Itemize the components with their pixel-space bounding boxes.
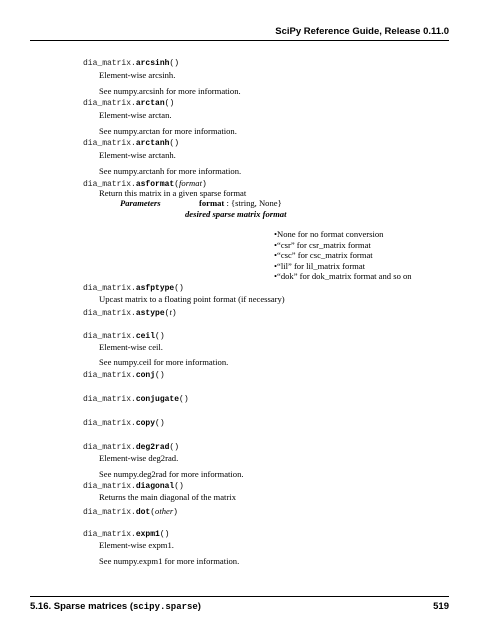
footer-rule: [30, 596, 449, 597]
method-name: copy: [135, 419, 156, 428]
argument: t: [169, 307, 172, 317]
format-option: •None for no format conversion: [274, 229, 384, 239]
close-paren: ): [159, 419, 165, 428]
close-paren: ): [174, 59, 180, 68]
see-also-arctan: See numpy.arctan for more information.: [99, 126, 237, 136]
signature-deg2rad: [83, 443, 179, 453]
method-name: diagonal: [135, 482, 175, 491]
see-also-expm1: See numpy.expm1 for more information.: [99, 556, 240, 566]
signature-dot: [83, 506, 178, 518]
class-name: dia_matrix.: [83, 99, 136, 108]
description-asfptype: Upcast matrix to a floating point format (if necessary): [99, 294, 285, 304]
signature-arcsinh: [83, 59, 179, 69]
signature-arctanh: [83, 139, 179, 149]
signature-astype: [83, 307, 177, 319]
class-name: dia_matrix.: [83, 284, 136, 293]
open-paren: (: [174, 482, 180, 491]
close-paren: ): [173, 508, 178, 517]
signature-ceil: [83, 332, 165, 342]
open-paren: (: [155, 371, 160, 380]
class-name: dia_matrix.: [83, 180, 136, 189]
method-name: ceil: [135, 332, 156, 341]
method-name: expm1: [135, 530, 160, 539]
method-name: arctanh: [135, 139, 170, 148]
close-paren: ): [174, 443, 180, 452]
description-deg2rad: Element-wise deg2rad.: [99, 453, 179, 463]
open-paren: (: [164, 309, 170, 318]
signature-copy: [83, 419, 165, 429]
open-paren: (: [169, 443, 175, 452]
method-name: asfptype: [135, 284, 175, 293]
close-paren: ): [169, 99, 175, 108]
footer-module: scipy.sparse: [132, 602, 198, 612]
close-paren: ): [179, 284, 184, 293]
signature-asfptype: [83, 284, 184, 294]
class-name: dia_matrix.: [83, 309, 136, 318]
method-name: astype: [135, 309, 165, 318]
see-also-arctanh: See numpy.arctanh for more information.: [99, 166, 242, 176]
description-ceil: Element-wise ceil.: [99, 342, 163, 352]
class-name: dia_matrix.: [83, 59, 136, 68]
open-paren: (: [179, 395, 184, 404]
description-asformat: Return this matrix in a given sparse format: [99, 188, 247, 198]
footer-close: ): [197, 601, 201, 612]
class-name: dia_matrix.: [83, 139, 136, 148]
method-name: arcsinh: [135, 59, 170, 68]
argument: format: [179, 178, 202, 188]
class-name: dia_matrix.: [83, 395, 136, 404]
page-footer: [30, 601, 449, 612]
class-name: dia_matrix.: [83, 332, 136, 341]
signature-diagonal: [83, 482, 184, 492]
open-paren: (: [159, 530, 165, 539]
description-arcsinh: Element-wise arcsinh.: [99, 70, 176, 80]
open-paren: (: [169, 59, 175, 68]
class-name: dia_matrix.: [83, 419, 136, 428]
format-option: •“csc” for csc_matrix format: [274, 250, 373, 260]
signature-conjugate: [83, 395, 189, 405]
open-paren: (: [155, 419, 160, 428]
close-paren: ): [179, 482, 184, 491]
open-paren: (: [155, 332, 160, 341]
method-name: conjugate: [135, 395, 180, 404]
signature-arctan: [83, 99, 174, 109]
description-diagonal: Returns the main diagonal of the matrix: [99, 492, 236, 502]
description-arctan: Element-wise arctan.: [99, 110, 172, 120]
parameter-name: format: [199, 198, 225, 208]
format-option: •“csr” for csr_matrix format: [274, 239, 371, 250]
method-name: arctan: [135, 99, 165, 108]
page-number: 519: [433, 601, 449, 612]
parameters-label: Parameters: [120, 198, 161, 208]
close-paren: ): [174, 139, 180, 148]
method-name: conj: [135, 371, 156, 380]
class-name: dia_matrix.: [83, 371, 136, 380]
open-paren: (: [150, 508, 156, 517]
method-name: deg2rad: [135, 443, 170, 452]
close-paren: ): [183, 395, 189, 404]
description-arctanh: Element-wise arctanh.: [99, 150, 176, 160]
class-name: dia_matrix.: [83, 530, 136, 539]
class-name: dia_matrix.: [83, 482, 136, 491]
parameter-type: : {string, None}: [224, 198, 282, 208]
method-name: asformat: [135, 180, 175, 189]
header-rule: [30, 40, 449, 41]
open-paren: (: [174, 284, 180, 293]
format-option: •“dok” for dok_matrix format and so on: [274, 271, 412, 281]
parameter-description: desired sparse matrix format: [185, 209, 287, 219]
method-name: dot: [135, 508, 151, 517]
footer-section: 5.16. Sparse matrices (: [30, 601, 133, 612]
close-paren: ): [171, 309, 177, 318]
see-also-arcsinh: See numpy.arcsinh for more information.: [99, 86, 241, 96]
argument: other: [155, 506, 174, 516]
open-paren: (: [174, 180, 180, 189]
class-name: dia_matrix.: [83, 508, 136, 517]
see-also-deg2rad: See numpy.deg2rad for more information.: [99, 469, 244, 479]
open-paren: (: [164, 99, 170, 108]
see-also-ceil: See numpy.ceil for more information.: [99, 357, 229, 367]
signature-conj: [83, 371, 165, 381]
page-header: SciPy Reference Guide, Release 0.11.0: [275, 26, 449, 37]
signature-expm1: [83, 530, 169, 540]
parameter-format: [199, 198, 282, 209]
close-paren: ): [201, 180, 207, 189]
class-name: dia_matrix.: [83, 443, 136, 452]
close-paren: ): [159, 371, 165, 380]
open-paren: (: [169, 139, 175, 148]
close-paren: ): [159, 332, 165, 341]
close-paren: ): [164, 530, 170, 539]
format-option: •“lil” for lil_matrix format: [274, 260, 366, 271]
description-expm1: Element-wise expm1.: [99, 540, 174, 550]
